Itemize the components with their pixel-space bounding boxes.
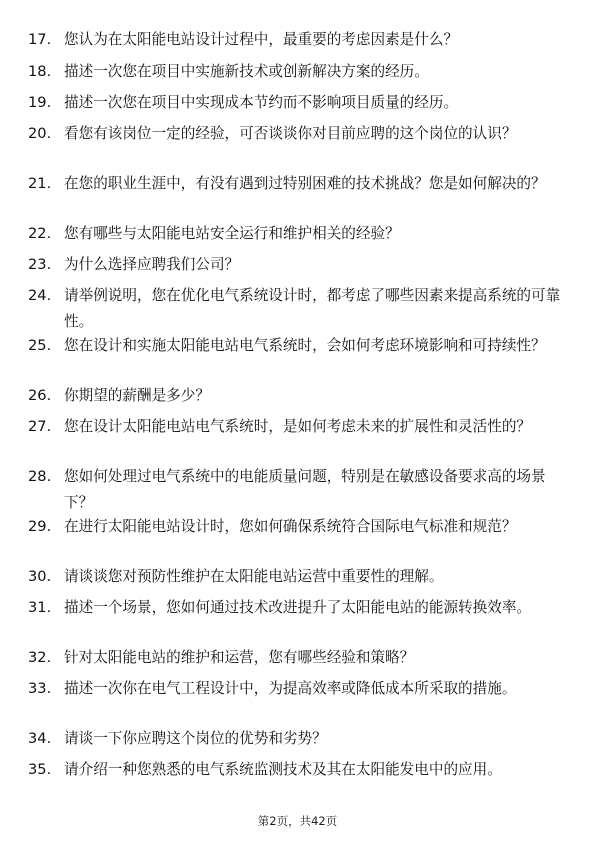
question-number: 33. [28,680,52,697]
question-number: 18. [28,63,52,80]
question-text: 描述一次你在电气工程设计中，为提高效率或降低成本所采取的措施。 [64,680,517,697]
question-text: 描述一次您在项目中实现成本节约而不影响项目质量的经历。 [64,94,459,111]
question-number: 35. [28,761,52,778]
question-text: 请举例说明，您在优化电气系统设计时，都考虑了哪些因素来提高系统的可靠性。 [64,287,561,330]
question-text: 在您的职业生涯中，有没有遇到过特别困难的技术挑战？您是如何解决的？ [64,175,546,192]
question-text: 看您有该岗位一定的经验，可否谈谈你对目前应聘的这个岗位的认识？ [64,125,517,142]
question-number: 17. [28,31,52,48]
question-text: 你期望的薪酬是多少？ [64,387,210,404]
question-number: 19. [28,94,52,111]
question-text: 描述一次您在项目中实施新技术或创新解决方案的经历。 [64,63,429,80]
question-number: 30. [28,568,52,585]
question-text: 您认为在太阳能电站设计过程中，最重要的考虑因素是什么？ [64,31,459,48]
question-text: 在进行太阳能电站设计时，您如何确保系统符合国际电气标准和规范？ [64,518,517,535]
question-text: 请谈谈您对预防性维护在太阳能电站运营中重要性的理解。 [64,568,444,585]
question-number: 28. [28,468,52,485]
question-number: 31. [28,599,52,616]
question-number: 21. [28,175,52,192]
question-number: 24. [28,287,52,304]
question-text: 您有哪些与太阳能电站安全运行和维护相关的经验？ [64,225,400,242]
question-number: 25. [28,337,52,354]
question-text: 您在设计太阳能电站电气系统时，是如何考虑未来的扩展性和灵活性的？ [64,418,532,435]
question-number: 23. [28,256,52,273]
question-number: 34. [28,730,52,747]
question-number: 22. [28,225,52,242]
question-number: 29. [28,518,52,535]
question-text: 描述一个场景，您如何通过技术改进提升了太阳能电站的能源转换效率。 [64,599,532,616]
question-number: 26. [28,387,52,404]
question-text: 请介绍一种您熟悉的电气系统监测技术及其在太阳能发电中的应用。 [64,761,502,778]
question-text: 您在设计和实施太阳能电站电气系统时，会如何考虑环境影响和可持续性？ [64,337,546,354]
question-text: 请谈一下你应聘这个岗位的优势和劣势？ [64,730,327,747]
question-number: 27. [28,418,52,435]
question-number: 32. [28,649,52,666]
question-text: 为什么选择应聘我们公司？ [64,256,240,273]
page-footer: 第2页，共42页 [257,814,338,828]
question-text: 针对太阳能电站的维护和运营，您有哪些经验和策略？ [64,649,415,666]
question-text: 您如何处理过电气系统中的电能质量问题，特别是在敏感设备要求高的场景下？ [64,468,546,511]
question-number: 20. [28,125,52,142]
